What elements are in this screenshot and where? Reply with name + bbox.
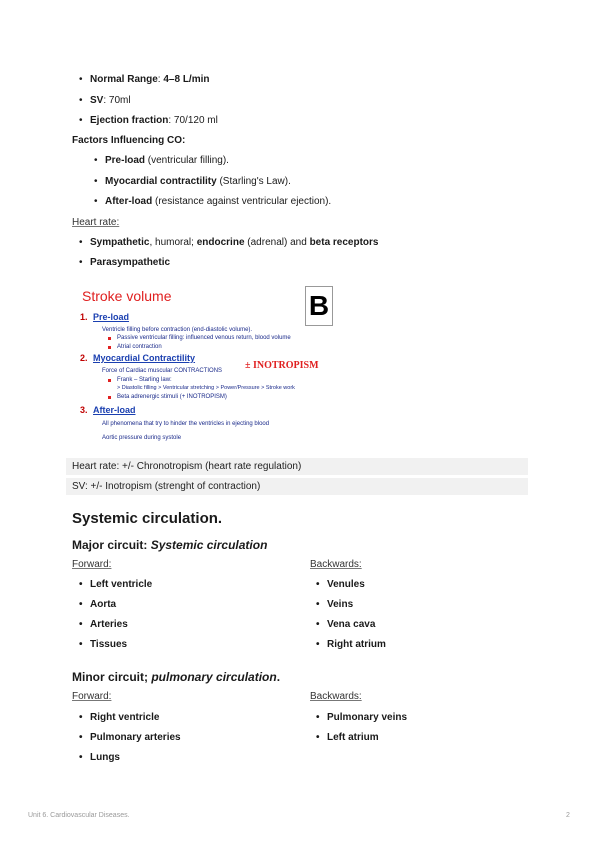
list-item: • Pulmonary veins bbox=[327, 711, 407, 725]
list-item: • Aorta bbox=[90, 598, 116, 612]
list-item: • Ejection fraction: 70/120 ml bbox=[90, 114, 218, 128]
inotropism-label: ± INOTROPISM bbox=[245, 360, 319, 371]
list-item: • Tissues bbox=[90, 638, 127, 652]
note-chronotropism: Heart rate: +/- Chronotropism (heart rate regulation) bbox=[66, 458, 528, 475]
slide-item-number: 2. bbox=[80, 353, 88, 363]
list-item: • SV: 70ml bbox=[90, 94, 131, 108]
major-circuit-heading: Major circuit: Systemic circulation bbox=[72, 538, 268, 552]
list-item: • Normal Range: 4–8 L/min bbox=[90, 73, 210, 87]
value: 70ml bbox=[108, 95, 131, 106]
list-item: • Left atrium bbox=[327, 731, 379, 745]
slide-text: Beta adrenergic stimuli (+ INOTROPISM) bbox=[117, 394, 227, 400]
slide-text: Atrial contraction bbox=[117, 344, 162, 350]
value: 70/120 ml bbox=[173, 115, 218, 126]
list-item: • After-load (resistance against ventricular ejection). bbox=[105, 195, 331, 209]
figure-label-badge: B bbox=[305, 286, 333, 326]
value: 4–8 L/min bbox=[163, 74, 210, 85]
note-inotropism: SV: +/- Inotropism (strenght of contraction) bbox=[66, 478, 528, 495]
term: Normal Range bbox=[90, 74, 158, 85]
footer-unit-title: Unit 6. Cardiovascular Diseases. bbox=[28, 812, 130, 819]
list-item: • Left ventricle bbox=[90, 578, 152, 592]
list-item: • Veins bbox=[327, 598, 353, 612]
slide-text: Aortic pressure during systole bbox=[102, 435, 182, 441]
slide-text: Force of Cardiac muscular CONTRACTIONS bbox=[102, 368, 223, 374]
slide-bullet bbox=[108, 346, 111, 349]
slide-text: All phenomena that try to hinder the ventricles in ejecting blood bbox=[102, 421, 270, 427]
slide-item-number: 3. bbox=[80, 405, 88, 415]
slide-text: Ventricle filling before contraction (end-diastolic volume). bbox=[102, 327, 253, 333]
factors-heading: Factors Influencing CO: bbox=[72, 135, 186, 146]
slide-item-contractility: Myocardial Contractility bbox=[93, 353, 196, 363]
list-item: • Pre-load (ventricular filling). bbox=[105, 154, 229, 168]
list-item: • Right ventricle bbox=[90, 711, 159, 725]
term: Ejection fraction bbox=[90, 115, 169, 126]
list-item: • Lungs bbox=[90, 751, 120, 765]
page-number: 2 bbox=[566, 812, 570, 819]
slide-text: > Diastolic filling > Ventricular stretching > Power/Pressure > Stroke work bbox=[117, 385, 295, 391]
slide-bullet bbox=[108, 396, 111, 399]
list-item: • Parasympathetic bbox=[90, 256, 170, 270]
slide-text: Frank – Starling law: bbox=[117, 377, 172, 383]
slide-item-preload: Pre-load bbox=[93, 312, 130, 322]
backward-label: Backwards: bbox=[310, 559, 362, 570]
slide-item-afterload: After-load bbox=[93, 405, 136, 415]
list-item: • Myocardial contractility (Starling's Law). bbox=[105, 175, 291, 189]
list-item: • Right atrium bbox=[327, 638, 386, 652]
list-item: • Venules bbox=[327, 578, 365, 592]
section-title: Systemic circulation. bbox=[72, 510, 223, 527]
list-item: • Vena cava bbox=[327, 618, 375, 632]
slide-bullet bbox=[108, 379, 111, 382]
slide-text: Passive ventricular filling: influenced venous return, blood volume bbox=[117, 335, 291, 341]
slide-bullet bbox=[108, 337, 111, 340]
list-item: • Pulmonary arteries bbox=[90, 731, 181, 745]
list-item: • Arteries bbox=[90, 618, 128, 632]
minor-circuit-heading: Minor circuit; pulmonary circulation. bbox=[72, 670, 281, 684]
backward-label: Backwards: bbox=[310, 691, 362, 702]
heart-rate-label: Heart rate: bbox=[72, 217, 120, 228]
slide-item-number: 1. bbox=[80, 312, 88, 322]
list-item: • Sympathetic, humoral; endocrine (adrenal) and beta receptors bbox=[90, 236, 378, 250]
forward-label: Forward: bbox=[72, 691, 112, 702]
forward-label: Forward: bbox=[72, 559, 112, 570]
slide-title: Stroke volume bbox=[82, 288, 172, 304]
term: SV bbox=[90, 95, 104, 106]
